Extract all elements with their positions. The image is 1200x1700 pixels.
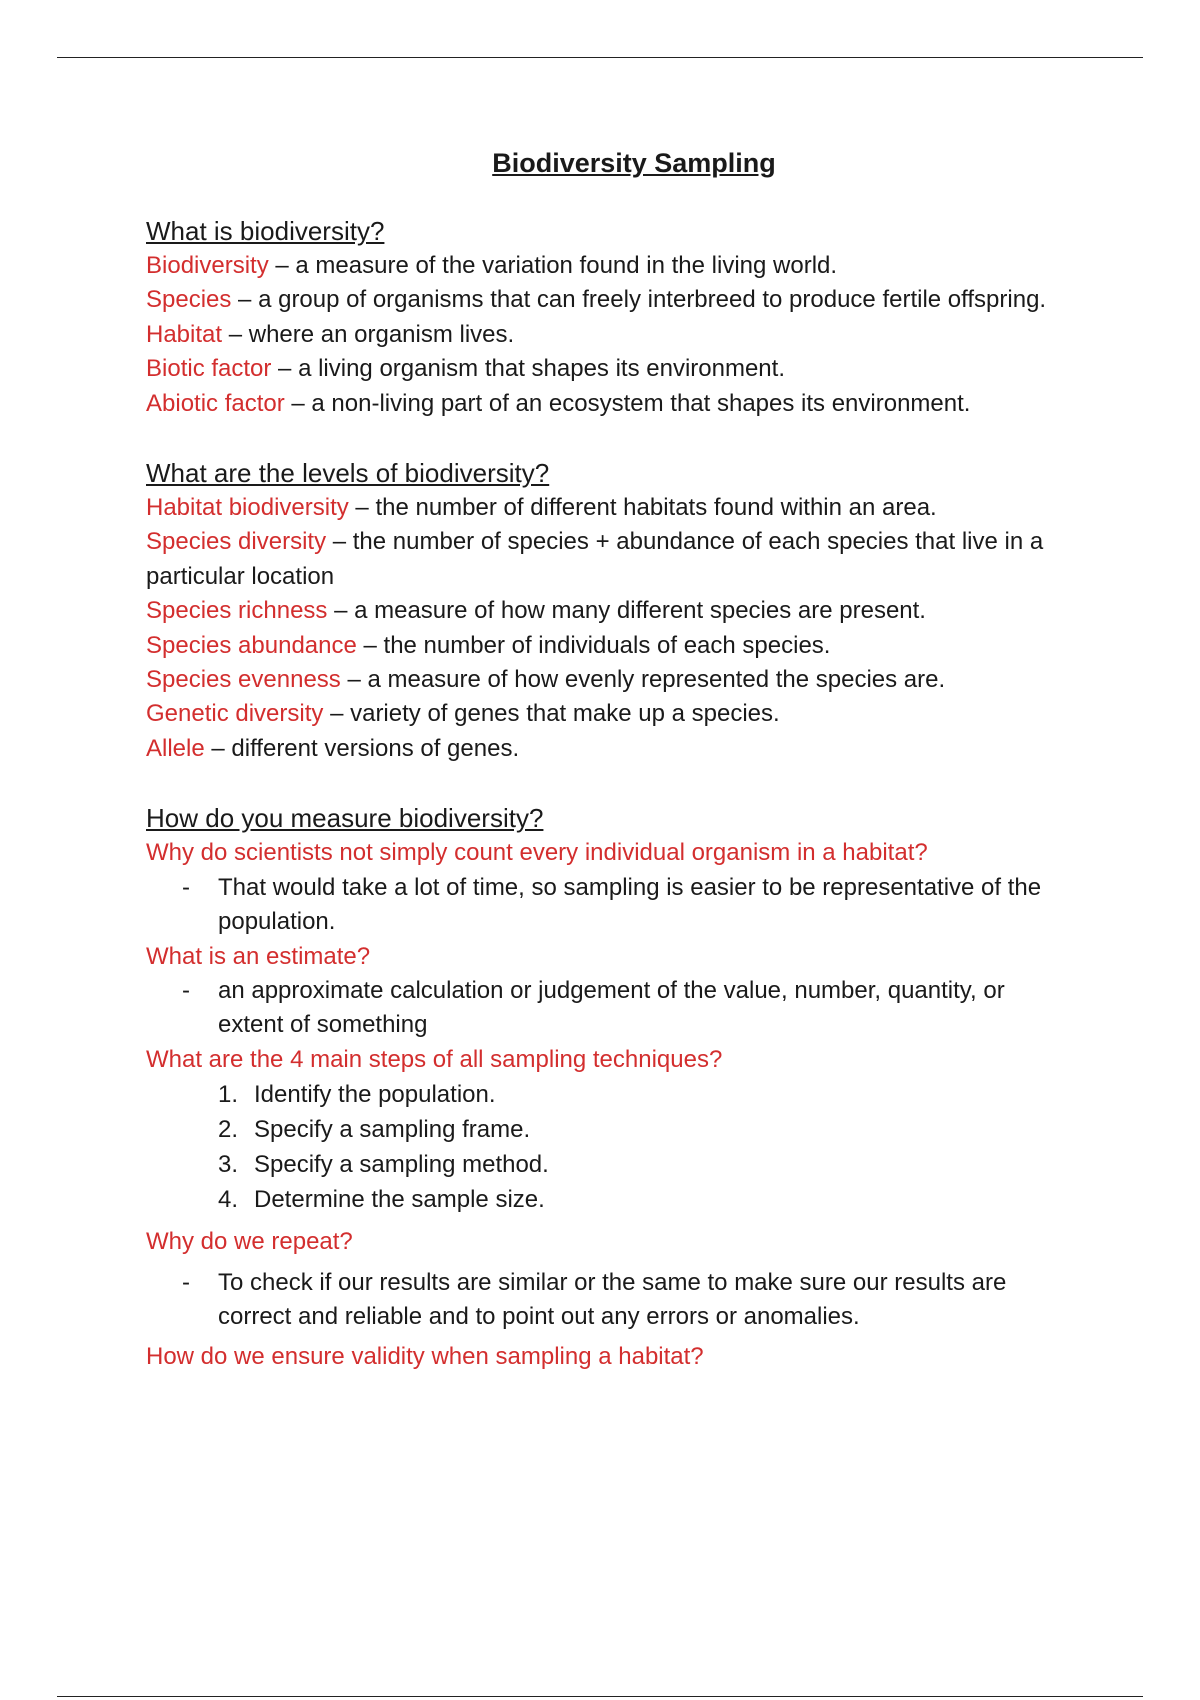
section-heading: How do you measure biodiversity? bbox=[146, 803, 544, 834]
definition-item bbox=[146, 663, 1066, 697]
definition-item bbox=[146, 283, 1066, 317]
definition-text: – a living organism that shapes its environment. bbox=[271, 355, 785, 383]
definition-item bbox=[146, 629, 1066, 663]
list-item bbox=[146, 1077, 1066, 1112]
section-what-is-biodiversity bbox=[146, 213, 1066, 421]
section-heading: What are the levels of biodiversity? bbox=[146, 458, 550, 489]
definition-term: Species richness bbox=[146, 597, 328, 625]
definition-item bbox=[146, 352, 1066, 386]
question: What is an estimate? bbox=[146, 942, 371, 970]
answer-bullet bbox=[146, 1266, 1066, 1335]
definition-item bbox=[146, 249, 1066, 283]
step-number: 1. bbox=[218, 1081, 239, 1109]
definition-text: – where an organism lives. bbox=[222, 320, 515, 348]
definition-term: Species abundance bbox=[146, 631, 357, 659]
list-item bbox=[146, 1147, 1066, 1182]
sampling-steps-list bbox=[146, 1077, 1066, 1217]
question: Why do scientists not simply count every individual organism in a habitat? bbox=[146, 839, 928, 867]
step-text: Identify the population. bbox=[254, 1081, 496, 1109]
definition-item bbox=[146, 387, 1066, 421]
step-number: 3. bbox=[218, 1151, 239, 1179]
definition-term: Biotic factor bbox=[146, 355, 272, 383]
definition-term: Allele bbox=[146, 734, 205, 762]
definition-text: – variety of genes that make up a species. bbox=[323, 700, 780, 728]
header-rule bbox=[57, 57, 1143, 58]
step-text: Specify a sampling method. bbox=[254, 1151, 549, 1179]
definition-term: Habitat bbox=[146, 320, 223, 348]
definition-term: Biodiversity bbox=[146, 252, 269, 279]
step-number: 2. bbox=[218, 1116, 239, 1144]
definition-term: Species diversity bbox=[146, 528, 327, 556]
section-heading: What is biodiversity? bbox=[146, 216, 385, 246]
step-text: Specify a sampling frame. bbox=[254, 1116, 531, 1144]
question: Why do we repeat? bbox=[146, 1228, 353, 1256]
definition-item bbox=[146, 525, 1066, 594]
step-text: Determine the sample size. bbox=[254, 1186, 545, 1214]
definition-text: – a measure of how evenly represented the species are. bbox=[340, 666, 946, 694]
definition-text: – a measure of the variation found in the living world. bbox=[268, 252, 838, 279]
definition-item bbox=[146, 732, 1066, 766]
answer-text: an approximate calculation or judgement of the value, number, quantity, or extent of something bbox=[218, 976, 1005, 1039]
definition-text: – a measure of how many different species are present. bbox=[327, 597, 926, 625]
definition-text: – the number of different habitats found within an area. bbox=[348, 494, 937, 522]
answer-bullet bbox=[146, 974, 1066, 1043]
dash-bullet-marker: - bbox=[182, 976, 190, 1004]
question: How do we ensure validity when sampling a habitat? bbox=[146, 1343, 704, 1371]
dash-bullet-marker: - bbox=[182, 873, 190, 901]
list-item bbox=[146, 1112, 1066, 1147]
question: What are the 4 main steps of all sampling techniques? bbox=[146, 1045, 723, 1073]
definition-text: – the number of individuals of each species. bbox=[356, 631, 831, 659]
definition-term: Species bbox=[146, 286, 232, 314]
definition-text: – a non-living part of an ecosystem that shapes its environment. bbox=[284, 389, 971, 417]
definition-item bbox=[146, 491, 1066, 525]
definition-item bbox=[146, 697, 1066, 731]
step-number: 4. bbox=[218, 1186, 239, 1214]
definition-term: Abiotic factor bbox=[146, 389, 285, 417]
definition-term: Species evenness bbox=[146, 666, 341, 694]
definition-text: – the number of species + abundance of each species that live in a particular location bbox=[146, 528, 1044, 590]
definition-text: – a group of organisms that can freely interbreed to produce fertile offspring. bbox=[231, 286, 1047, 314]
definition-text: – different versions of genes. bbox=[204, 734, 520, 762]
definition-term: Genetic diversity bbox=[146, 700, 324, 728]
section-levels-of-biodiversity bbox=[146, 455, 1066, 766]
answer-text: To check if our results are similar or the same to make sure our results are correct and reliable and to point out any errors or anomalies. bbox=[218, 1268, 1007, 1330]
list-item bbox=[146, 1182, 1066, 1217]
document-title: Biodiversity Sampling bbox=[492, 148, 776, 178]
answer-text: That would take a lot of time, so sampling is easier to be representative of the population. bbox=[218, 873, 1042, 936]
section-measure-biodiversity bbox=[146, 800, 1066, 1374]
answer-bullet bbox=[146, 871, 1066, 940]
definition-item bbox=[146, 594, 1066, 628]
dash-bullet-marker: - bbox=[182, 1268, 190, 1296]
definition-item bbox=[146, 318, 1066, 352]
definition-term: Habitat biodiversity bbox=[146, 494, 349, 522]
footer-rule bbox=[57, 1696, 1143, 1697]
document-body bbox=[146, 145, 1066, 1409]
